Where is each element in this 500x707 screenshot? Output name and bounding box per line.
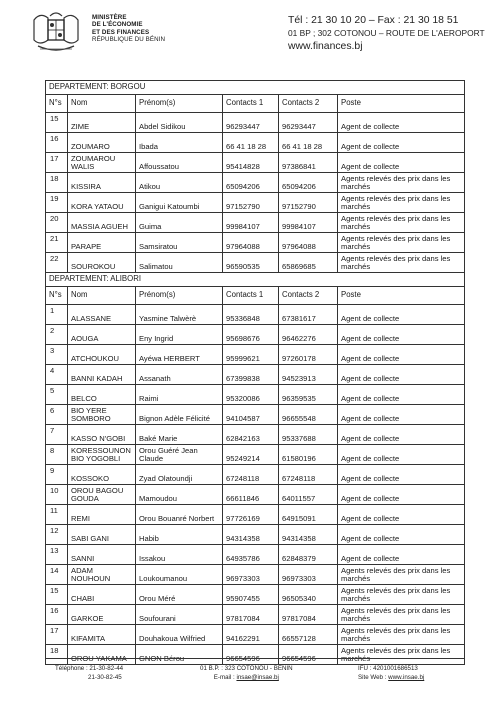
- cell-nom: KISSIRA: [68, 173, 136, 193]
- cell-nom: SABI GANI: [68, 525, 136, 545]
- cell-num: 15: [46, 113, 68, 133]
- cell-prenom: Samsiratou: [136, 233, 223, 253]
- table-row: [46, 505, 465, 525]
- cell-contact1: 95698676: [223, 325, 279, 345]
- borgou-section: [46, 81, 465, 273]
- cell-nom: BIO YERE SOMBORO: [68, 405, 136, 425]
- cell-nom: ATCHOUKOU: [68, 345, 136, 365]
- cell-contact2: 97152790: [279, 193, 338, 213]
- department-row: [46, 81, 465, 95]
- cell-contact1: 95249214: [223, 445, 279, 465]
- page-footer: [0, 658, 500, 707]
- cell-prenom: Guima: [136, 213, 223, 233]
- cell-poste: Agent de collecte: [338, 545, 465, 565]
- cell-poste: Agents relevés des prix dans les marchés: [338, 173, 465, 193]
- header-website: www.finances.bj: [288, 41, 363, 52]
- cell-contact2: 96359535: [279, 385, 338, 405]
- cell-poste: Agent de collecte: [338, 345, 465, 365]
- cell-nom: SANNI: [68, 545, 136, 565]
- cell-poste: Agent de collecte: [338, 465, 465, 485]
- alibori-section: [46, 273, 465, 665]
- cell-contact2: 64011557: [279, 485, 338, 505]
- cell-num: 6: [46, 405, 68, 425]
- cell-contact2: 67248118: [279, 465, 338, 485]
- cell-contact1: 96654596: [223, 645, 279, 665]
- cell-prenom: Atikou: [136, 173, 223, 193]
- footer-phones: Téléphone : 21-30-82-44 21-30-82-45: [55, 665, 124, 682]
- column-header-row: [46, 287, 465, 305]
- header-tel-fax: Tél : 21 30 10 20 – Fax : 21 30 18 51: [288, 15, 459, 26]
- cell-nom: KIFAMITA: [68, 625, 136, 645]
- table-row: [46, 485, 465, 505]
- cell-num: 14: [46, 565, 68, 585]
- table-row: [46, 365, 465, 385]
- cell-contact2: 97964088: [279, 233, 338, 253]
- cell-prenom: Habib: [136, 525, 223, 545]
- cell-prenom: Orou Bouanré Norbert: [136, 505, 223, 525]
- cell-poste: Agents relevés des prix dans les marchés: [338, 645, 465, 665]
- cell-contact1: 97152790: [223, 193, 279, 213]
- header-contact: [288, 14, 485, 53]
- cell-nom: KOSSOKO: [68, 465, 136, 485]
- cell-contact1: 95907455: [223, 585, 279, 605]
- cell-contact2: 66557128: [279, 625, 338, 645]
- cell-contact1: 95414828: [223, 153, 279, 173]
- cell-prenom: Mamoudou: [136, 485, 223, 505]
- cell-contact2: 96655548: [279, 405, 338, 425]
- cell-prenom: Baké Marie: [136, 425, 223, 445]
- cell-prenom: Orou Méré: [136, 585, 223, 605]
- cell-contact1: 66 41 18 28: [223, 133, 279, 153]
- cell-contact2: 97260178: [279, 345, 338, 365]
- cell-poste: Agent de collecte: [338, 305, 465, 325]
- cell-nom: SOUROKOU: [68, 253, 136, 273]
- cell-poste: Agents relevés des prix dans les marchés: [338, 565, 465, 585]
- table-row: [46, 193, 465, 213]
- cell-num: 1: [46, 305, 68, 325]
- cell-num: 2: [46, 325, 68, 345]
- cell-poste: Agent de collecte: [338, 365, 465, 385]
- cell-nom: ZIME: [68, 113, 136, 133]
- cell-nom: MASSIA AGUEH: [68, 213, 136, 233]
- cell-poste: Agents relevés des prix dans les marchés: [338, 585, 465, 605]
- cell-nom: ADAM NOUHOUN: [68, 565, 136, 585]
- cell-poste: Agent de collecte: [338, 325, 465, 345]
- cell-num: 8: [46, 445, 68, 465]
- ministry-name: MINISTÈRE DE L'ÉCONOMIE ET DES FINANCES RÉPUBLIQUE DU BÉNIN: [92, 14, 166, 44]
- cell-prenom: GNON Bérou: [136, 645, 223, 665]
- footer-email-link[interactable]: insae@insae.bj: [236, 674, 279, 682]
- cell-poste: Agent de collecte: [338, 153, 465, 173]
- cell-contact1: 97726169: [223, 505, 279, 525]
- table-row: [46, 465, 465, 485]
- cell-nom: KORA YATAOU: [68, 193, 136, 213]
- cell-contact1: 65094206: [223, 173, 279, 193]
- cell-num: 16: [46, 605, 68, 625]
- table-row: [46, 133, 465, 153]
- footer-ids: IFU : 4201001686513 Site Web : www.insae.bj: [358, 665, 425, 682]
- cell-nom: GARKOE: [68, 605, 136, 625]
- cell-contact2: 62848379: [279, 545, 338, 565]
- cell-poste: Agent de collecte: [338, 445, 465, 465]
- cell-num: 9: [46, 465, 68, 485]
- cell-num: 4: [46, 365, 68, 385]
- cell-nom: OROU BAGOU GOUDA: [68, 485, 136, 505]
- cell-prenom: Abdel Sidikou: [136, 113, 223, 133]
- cell-contact1: 96293447: [223, 113, 279, 133]
- agents-table: [45, 80, 465, 665]
- table-row: [46, 445, 465, 465]
- cell-prenom: Raimi: [136, 385, 223, 405]
- cell-nom: OROU YAKAMA: [68, 645, 136, 665]
- cell-poste: Agent de collecte: [338, 133, 465, 153]
- cell-contact2: 94314358: [279, 525, 338, 545]
- col-num: N°s: [46, 287, 68, 305]
- cell-num: 17: [46, 153, 68, 173]
- cell-prenom: Loukoumanou: [136, 565, 223, 585]
- cell-contact2: 96293447: [279, 113, 338, 133]
- table-row: [46, 525, 465, 545]
- cell-contact1: 97817084: [223, 605, 279, 625]
- cell-nom: BANNI KADAH: [68, 365, 136, 385]
- table-row: [46, 305, 465, 325]
- col-poste: Poste: [338, 95, 465, 113]
- table-row: [46, 153, 465, 173]
- cell-contact2: 65869685: [279, 253, 338, 273]
- col-contact1: Contacts 1: [223, 287, 279, 305]
- republic-name: RÉPUBLIQUE DU BÉNIN: [92, 36, 166, 44]
- cell-poste: Agents relevés des prix dans les marchés: [338, 253, 465, 273]
- cell-contact1: 96590535: [223, 253, 279, 273]
- cell-poste: Agent de collecte: [338, 113, 465, 133]
- cell-contact2: 64915091: [279, 505, 338, 525]
- table-row: [46, 565, 465, 585]
- cell-num: 7: [46, 425, 68, 445]
- cell-prenom: Salimatou: [136, 253, 223, 273]
- cell-nom: REMI: [68, 505, 136, 525]
- cell-contact2: 96462276: [279, 325, 338, 345]
- cell-prenom: Affoussatou: [136, 153, 223, 173]
- cell-contact1: 94104587: [223, 405, 279, 425]
- cell-prenom: Ibada: [136, 133, 223, 153]
- cell-contact1: 95999621: [223, 345, 279, 365]
- cell-contact1: 67399838: [223, 365, 279, 385]
- cell-num: 3: [46, 345, 68, 365]
- department-row: [46, 273, 465, 287]
- table-row: [46, 213, 465, 233]
- cell-contact2: 96505340: [279, 585, 338, 605]
- cell-num: 22: [46, 253, 68, 273]
- cell-num: 21: [46, 233, 68, 253]
- table-row: [46, 625, 465, 645]
- cell-nom: KASSO N'GOBI: [68, 425, 136, 445]
- cell-contact2: 96654596: [279, 645, 338, 665]
- cell-poste: Agents relevés des prix dans les marchés: [338, 605, 465, 625]
- cell-contact1: 67248118: [223, 465, 279, 485]
- cell-prenom: Yasmine Talwèrè: [136, 305, 223, 325]
- cell-contact1: 62842163: [223, 425, 279, 445]
- cell-contact1: 94314358: [223, 525, 279, 545]
- cell-contact1: 64935786: [223, 545, 279, 565]
- cell-prenom: Bignon Adèle Félicité: [136, 405, 223, 425]
- cell-nom: CHABI: [68, 585, 136, 605]
- cell-poste: Agent de collecte: [338, 525, 465, 545]
- table-row: [46, 325, 465, 345]
- cell-nom: ZOUMARO: [68, 133, 136, 153]
- col-nom: Nom: [68, 287, 136, 305]
- cell-nom: ZOUMAROU WALIS: [68, 153, 136, 173]
- cell-nom: PARAPE: [68, 233, 136, 253]
- col-num: N°s: [46, 95, 68, 113]
- table-row: [46, 113, 465, 133]
- cell-contact1: 99984107: [223, 213, 279, 233]
- cell-contact2: 95337688: [279, 425, 338, 445]
- letterhead: [0, 0, 500, 62]
- column-header-row: [46, 95, 465, 113]
- cell-contact2: 99984107: [279, 213, 338, 233]
- cell-poste: Agents relevés des prix dans les marchés: [338, 213, 465, 233]
- col-contact2: Contacts 2: [279, 287, 338, 305]
- cell-contact1: 66611846: [223, 485, 279, 505]
- table-row: [46, 173, 465, 193]
- cell-contact2: 97386841: [279, 153, 338, 173]
- cell-contact1: 95320086: [223, 385, 279, 405]
- cell-num: 15: [46, 585, 68, 605]
- cell-num: 16: [46, 133, 68, 153]
- cell-num: 17: [46, 625, 68, 645]
- benin-coat-of-arms-icon: [30, 10, 82, 54]
- cell-poste: Agent de collecte: [338, 405, 465, 425]
- table-row: [46, 385, 465, 405]
- cell-prenom: Ayéwa HERBERT: [136, 345, 223, 365]
- footer-divider: [45, 658, 464, 659]
- table-row: [46, 605, 465, 625]
- cell-nom: KORESSOUNON BIO YOGOBLI: [68, 445, 136, 465]
- table-row: [46, 545, 465, 565]
- cell-contact2: 94523913: [279, 365, 338, 385]
- cell-contact2: 65094206: [279, 173, 338, 193]
- agents-list: [45, 80, 464, 665]
- col-nom: Nom: [68, 95, 136, 113]
- cell-prenom: Ganigui Katoumbi: [136, 193, 223, 213]
- cell-poste: Agent de collecte: [338, 505, 465, 525]
- cell-prenom: Zyad Olatoundji: [136, 465, 223, 485]
- cell-contact1: 94162291: [223, 625, 279, 645]
- header-address: 01 BP ; 302 COTONOU – ROUTE DE L'AEROPORT: [288, 28, 485, 38]
- footer-address: 01 B.P. : 323 COTONOU - BENIN E-mail : insae@insae.bj: [200, 665, 293, 682]
- col-prenom: Prénom(s): [136, 95, 223, 113]
- cell-nom: ALASSANE: [68, 305, 136, 325]
- cell-num: 13: [46, 545, 68, 565]
- cell-num: 18: [46, 645, 68, 665]
- footer-website-link[interactable]: www.insae.bj: [388, 674, 425, 682]
- cell-poste: Agents relevés des prix dans les marchés: [338, 193, 465, 213]
- cell-contact1: 95336848: [223, 305, 279, 325]
- cell-contact2: 97817084: [279, 605, 338, 625]
- cell-num: 10: [46, 485, 68, 505]
- cell-contact2: 67381617: [279, 305, 338, 325]
- cell-prenom: Assanath: [136, 365, 223, 385]
- cell-poste: Agent de collecte: [338, 385, 465, 405]
- cell-num: 12: [46, 525, 68, 545]
- cell-poste: Agents relevés des prix dans les marchés: [338, 625, 465, 645]
- cell-poste: Agent de collecte: [338, 485, 465, 505]
- cell-prenom: Issakou: [136, 545, 223, 565]
- cell-num: 18: [46, 173, 68, 193]
- cell-num: 5: [46, 385, 68, 405]
- table-row: [46, 233, 465, 253]
- col-contact1: Contacts 1: [223, 95, 279, 113]
- cell-prenom: Soufourani: [136, 605, 223, 625]
- cell-prenom: Orou Guéré Jean Claude: [136, 445, 223, 465]
- cell-poste: Agent de collecte: [338, 425, 465, 445]
- table-row: [46, 425, 465, 445]
- cell-contact2: 66 41 18 28: [279, 133, 338, 153]
- table-row: [46, 345, 465, 365]
- col-poste: Poste: [338, 287, 465, 305]
- cell-num: 19: [46, 193, 68, 213]
- cell-prenom: Eny Ingrid: [136, 325, 223, 345]
- cell-nom: AOUGA: [68, 325, 136, 345]
- col-contact2: Contacts 2: [279, 95, 338, 113]
- cell-num: 20: [46, 213, 68, 233]
- cell-prenom: Douhakoua Wilfried: [136, 625, 223, 645]
- cell-contact1: 96973303: [223, 565, 279, 585]
- department-title: DEPARTEMENT: BORGOU: [46, 81, 465, 95]
- cell-contact1: 97964088: [223, 233, 279, 253]
- table-row: [46, 253, 465, 273]
- col-prenom: Prénom(s): [136, 287, 223, 305]
- cell-contact2: 96973303: [279, 565, 338, 585]
- department-title: DEPARTEMENT: ALIBORI: [46, 273, 465, 287]
- cell-nom: BELCO: [68, 385, 136, 405]
- cell-contact2: 61580196: [279, 445, 338, 465]
- cell-num: 11: [46, 505, 68, 525]
- table-row: [46, 585, 465, 605]
- cell-poste: Agents relevés des prix dans les marchés: [338, 233, 465, 253]
- table-row: [46, 405, 465, 425]
